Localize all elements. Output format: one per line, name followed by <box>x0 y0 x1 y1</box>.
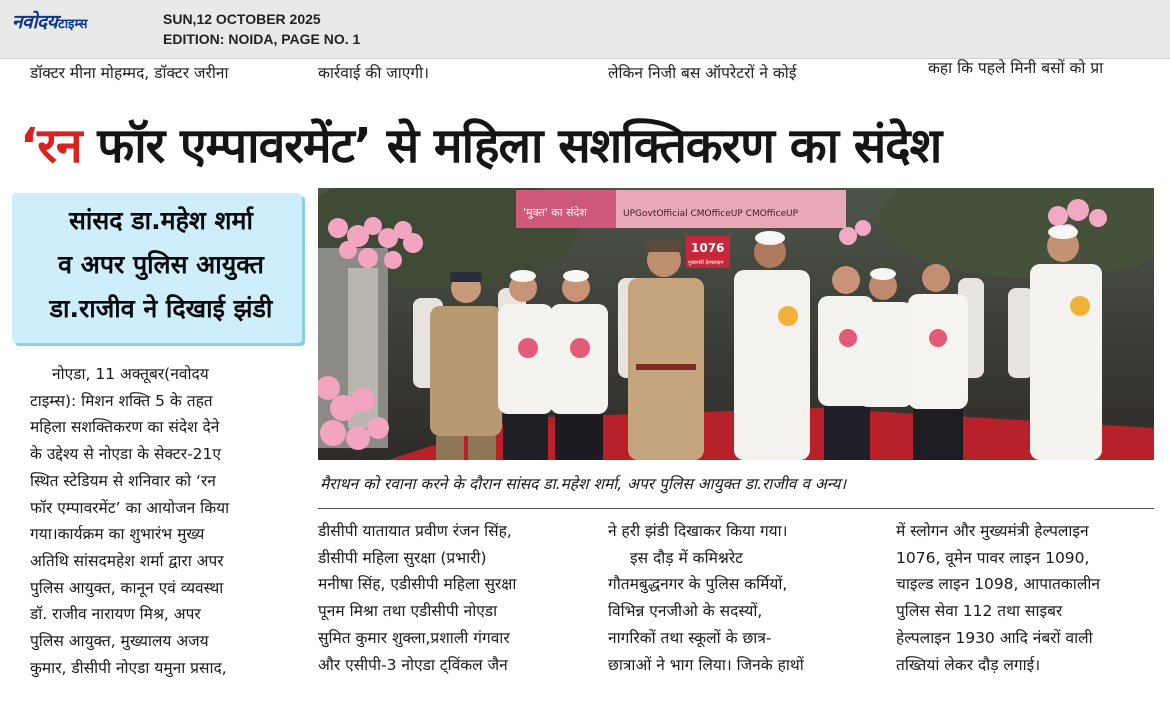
caption-divider <box>318 508 1154 509</box>
col2-line-2: डीसीपी महिला सुरक्षा (प्रभारी) <box>318 548 487 567</box>
subheadline-box <box>12 193 302 343</box>
col2-line-4: पूनम मिश्रा तथा एडीसीपी नोएडा <box>318 602 498 621</box>
col4-line-1: में स्लोगन और मुख्यमंत्री हेल्पलाइन <box>896 522 1089 540</box>
article-column-4 <box>896 518 1158 678</box>
col4-line-4: पुलिस सेवा 112 तथा साइबर <box>896 602 1063 621</box>
col3-line-1: ने हरी झंडी दिखाकर किया गया। <box>608 522 788 540</box>
photo-caption: मैराथन को रवाना करने के दौरान सांसद डा.महेश शर्मा, अपर पुलिस आयुक्त डा.राजीव व अन्य। <box>320 475 847 493</box>
col4-line-2: 1076, वूमेन पावर लाइन 1090, <box>896 548 1090 567</box>
article-column-2 <box>318 518 580 678</box>
col4-line-6: तख्तियां लेकर दौड़ लगाई। <box>896 655 1041 674</box>
logo-main-text: नवोदय <box>12 11 58 33</box>
headline-main: फॉर एम्पावरमेंट’ से महिला सशक्तिकरण का संदेश <box>97 118 942 174</box>
subhead-line-1: सांसद डा.महेश शर्मा <box>69 206 253 235</box>
col1-line-3: महिला सशक्तिकरण का संदेश देने <box>30 418 220 437</box>
col4-line-3: चाइल्ड लाइन 1098, आपातकालीन <box>896 575 1100 594</box>
photo-banner-left: 'मुक्त' का संदेश <box>523 206 587 219</box>
col1-line-11: पुलिस आयुक्त, मुख्यालय अजय <box>30 632 209 651</box>
prev-article-col3: लेकिन निजी बस ऑपरेटरों ने कोई <box>608 64 797 82</box>
col1-line-2: टाइम्स): मिशन शक्ति 5 के तहत <box>30 391 213 410</box>
col1-line-4: के उद्देश्य से नोएडा के सेक्टर-21ए <box>30 445 221 464</box>
marathon-photo-illustration <box>318 188 1154 460</box>
col2-line-5: सुमित कुमार शुक्ला,प्रशाली गंगवार <box>318 628 510 647</box>
col1-line-9: पुलिस आयुक्त, कानून एवं व्यवस्था <box>30 578 224 597</box>
newspaper-logo <box>12 10 87 34</box>
col3-line-2: इस दौड़ में कमिश्नरेट <box>630 548 743 567</box>
col3-line-3: गौतमबुद्धनगर के पुलिस कर्मियों, <box>608 575 788 594</box>
logo-sub-text: टाइम्स <box>58 17 88 32</box>
subhead-line-3: डा.राजीव ने दिखाई झंडी <box>49 294 273 323</box>
article-photo <box>318 188 1154 460</box>
photo-banner-handles: UPGovtOfficial CMOfficeUP CMOfficeUP <box>623 209 798 219</box>
prev-article-col2: कार्रवाई की जाएगी। <box>318 64 429 82</box>
subhead-line-2: व अपर पुलिस आयुक्त <box>58 250 264 279</box>
edition-page: EDITION: NOIDA, PAGE NO. 1 <box>163 31 361 47</box>
col1-line-5: स्थित स्टेडियम से शनिवार को ‘रन <box>30 471 216 490</box>
article-dateline: नोएडा, 11 अक्तूबर(नवोदय <box>52 365 209 383</box>
col1-line-10: डॉ. राजीव नारायण मिश्र, अपर <box>30 605 201 624</box>
col1-line-7: गया।कार्यक्रम का शुभारंभ मुख्य <box>30 525 205 544</box>
col2-line-3: मनीषा सिंह, एडीसीपी महिला सुरक्षा <box>318 575 517 594</box>
col3-line-4: विभिन्न एनजीओ के सदस्यों, <box>608 602 763 621</box>
col3-line-5: नागरिकों तथा स्कूलों के छात्र- <box>608 628 772 647</box>
photo-sign-number: 1076 <box>691 241 725 255</box>
col2-line-1: डीसीपी यातायात प्रवीण रंजन सिंह, <box>318 522 512 540</box>
article-column-3 <box>608 518 870 678</box>
col1-line-12: कुमार, डीसीपी नोएडा यमुना प्रसाद, <box>30 658 227 677</box>
col2-line-6: और एसीपी-3 नोएडा ट्विंकल जैन <box>318 655 508 674</box>
col3-line-6: छात्राओं ने भाग लिया। जिनके हाथों <box>608 655 804 674</box>
article-column-1 <box>30 361 292 681</box>
edition-header <box>0 0 1170 59</box>
col4-line-5: हेल्पलाइन 1930 आदि नंबरों वाली <box>896 628 1093 647</box>
prev-article-col4: कहा कि पहले मिनी बसों को प्रा <box>928 59 1104 77</box>
edition-date: SUN,12 OCTOBER 2025 <box>163 11 321 27</box>
col1-line-6: फॉर एम्पावरमेंट’ का आयोजन किया <box>30 498 230 517</box>
col1-line-8: अतिथि सांसदमहेश शर्मा द्वारा अपर <box>30 551 224 570</box>
article-headline <box>20 108 1160 184</box>
edition-meta <box>163 9 360 49</box>
headline-accent: ‘रन <box>20 118 82 174</box>
prev-article-col1: डॉक्टर मीना मोहम्मद, डॉक्टर जरीना <box>30 64 229 82</box>
photo-sign-sub: मुख्यमंत्री हेल्पलाइन <box>688 260 724 266</box>
